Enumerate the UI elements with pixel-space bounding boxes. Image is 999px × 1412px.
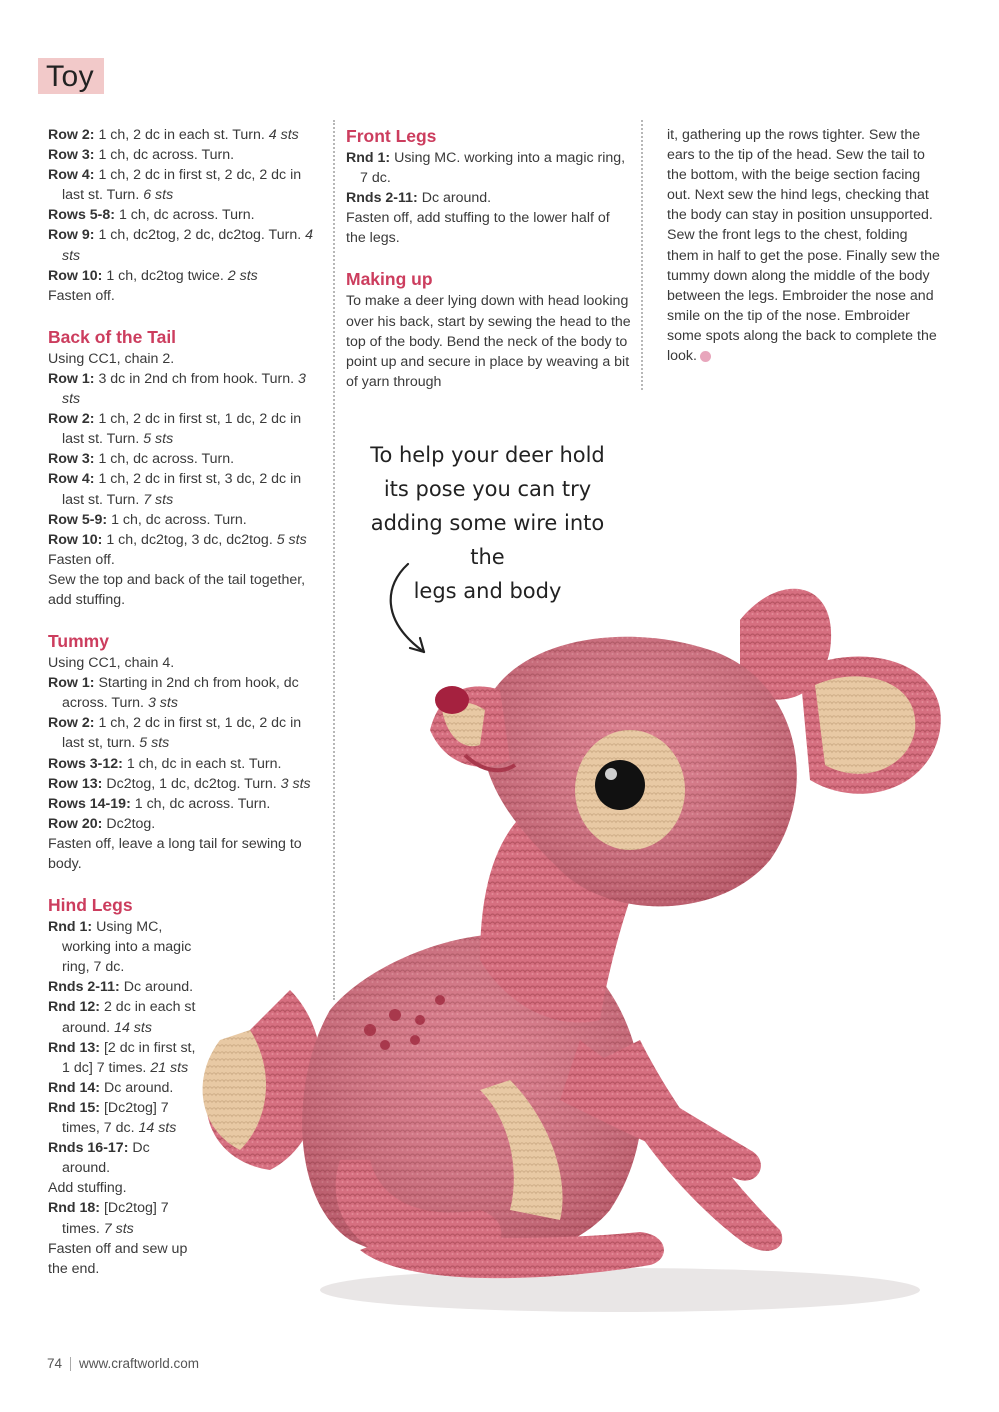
row-instruction: 1 ch, 2 dc in each st. Turn. (94, 127, 269, 143)
pattern-row (48, 510, 323, 530)
hind-end: Fasten off and sew up the end. (48, 1240, 188, 1277)
pattern-row (48, 917, 198, 977)
row-instruction: 2 dc in each st around. (62, 999, 196, 1036)
row-label: Rnd 1: (346, 150, 391, 166)
row-label: Rnd 18: (48, 1200, 101, 1217)
row-instruction: [Dc2tog] 7 times. (62, 1200, 169, 1237)
row-label: Rnd 1: (48, 919, 93, 936)
row-label: Rnds 2-11: (346, 190, 418, 207)
row-label: Row 20: (48, 815, 103, 832)
pattern-row (48, 449, 323, 469)
pattern-row (48, 469, 323, 509)
callout-line: legs and body (413, 579, 562, 603)
hind-rows-2 (48, 1198, 198, 1238)
row-instruction: 1 ch, dc across. Turn. (107, 511, 247, 528)
pattern-row (346, 188, 631, 208)
row-instruction: 1 ch, dc across. Turn. (115, 207, 255, 224)
row-instruction: Dc2tog, 1 dc, dc2tog. Turn. (102, 775, 281, 792)
footer-divider (70, 1357, 71, 1371)
footer-website: www.craftworld.com (79, 1356, 200, 1371)
stitch-count: 7 sts (143, 491, 174, 508)
pattern-row (48, 977, 198, 997)
pattern-row (48, 997, 198, 1037)
pattern-row (48, 205, 323, 225)
front-rows (346, 148, 631, 208)
making-up-heading: Making up (346, 269, 433, 290)
stitch-count: 21 sts (150, 1059, 189, 1076)
column-3 (667, 125, 942, 366)
row-instruction: Using MC. working into a magic ring, 7 dc. (360, 150, 626, 187)
tail-end-2: Sew the top and back of the tail together, add stuffing. (48, 571, 306, 608)
row-instruction: 1 ch, dc2tog twice. (102, 267, 228, 284)
stitch-count: 4 sts (62, 227, 313, 264)
pattern-row (48, 530, 323, 550)
row-label: Row 2: (48, 715, 95, 732)
hind-rows (48, 917, 198, 1178)
stitch-count: 5 sts (139, 735, 170, 752)
tail-using: Using CC1, chain 2. (48, 350, 175, 367)
row-instruction: [2 dc in first st, 1 dc] 7 times. (62, 1039, 196, 1076)
row-instruction: Dc around. (100, 1079, 174, 1096)
row-label: Rnd 13: (48, 1039, 101, 1056)
column-divider-2 (641, 120, 643, 390)
row-label: Row 9: (48, 227, 95, 244)
hind-add: Add stuffing. (48, 1180, 127, 1197)
row-instruction: 3 dc in 2nd ch from hook. Turn. (94, 370, 298, 387)
stitch-count: 5 sts (143, 431, 174, 448)
pattern-row (48, 369, 323, 409)
stitch-count: 3 sts (62, 370, 306, 408)
intro-end: Fasten off. (48, 287, 115, 304)
pattern-row (48, 1138, 198, 1178)
row-label: Row 3: (48, 147, 95, 164)
pattern-row (48, 125, 323, 145)
pattern-row (346, 148, 631, 188)
row-label: Row 2: (48, 411, 95, 428)
pattern-row (48, 1078, 198, 1098)
row-instruction: 1 ch, dc2tog, 3 dc, dc2tog. (102, 531, 277, 548)
tail-heading: Back of the Tail (48, 326, 177, 347)
row-label: Rows 3-12: (48, 755, 123, 772)
row-label: Rnd 12: (48, 999, 101, 1016)
page-number: 74 (47, 1356, 63, 1371)
row-label: Rows 14-19: (48, 795, 131, 812)
row-label: Rows 5-8: (48, 207, 116, 224)
pattern-row (48, 1038, 198, 1078)
pattern-row (48, 266, 323, 286)
stitch-count: 3 sts (147, 695, 178, 712)
pattern-row (48, 409, 323, 449)
row-instruction: Dc around. (62, 1140, 150, 1177)
row-label: Rnd 14: (48, 1079, 101, 1096)
tail-end-1: Fasten off. (48, 551, 115, 568)
making-up-continued: it, gathering up the rows tighter. Sew the ears to the tip of the head. Sew the tail to the bottom, with the beige section facing out. Next sew the hind legs, checking that the body can stay in position unsupported. Sew the front legs to the chest, folding them in half to get the pose. Finally sew the tummy down along the middle of the body between the legs. Embroider the nose and smile on the tip of the nose. Embroider some spots along the back to complete the look. (667, 127, 940, 365)
row-label: Row 10: (48, 531, 103, 548)
tummy-using: Using CC1, chain 4. (48, 655, 175, 672)
crochet-deer-photo (180, 560, 980, 1360)
row-instruction: Dc2tog. (102, 815, 156, 832)
row-label: Row 10: (48, 267, 103, 284)
row-label: Rnd 15: (48, 1099, 101, 1116)
hind-legs-heading: Hind Legs (48, 895, 133, 916)
row-instruction: [Dc2tog] 7 times, 7 dc. (62, 1099, 169, 1137)
front-end: Fasten off, add stuffing to the lower half of the legs. (346, 210, 610, 247)
row-label: Row 5-9: (48, 511, 108, 528)
intro-rows (48, 125, 323, 286)
row-instruction: Dc around. (417, 190, 492, 207)
front-legs-heading: Front Legs (346, 126, 437, 146)
callout-line: To help your deer hold (370, 443, 605, 467)
callout-line: its pose you can try (383, 477, 592, 501)
row-label: Row 1: (48, 675, 95, 692)
row-label: Row 3: (48, 451, 95, 468)
making-up-text: To make a deer lying down with head looking over his back, start by sewing the head to the top of the body. Bend the neck of the body to point up and secure in place by weaving a bit of yarn through (346, 293, 631, 390)
row-instruction: Starting in 2nd ch from hook, dc across. Turn. (62, 675, 299, 712)
stitch-count: 5 sts (276, 531, 307, 548)
row-label: Row 13: (48, 775, 103, 792)
row-label: Row 1: (48, 370, 95, 387)
row-instruction: 1 ch, dc across. Turn. (130, 795, 271, 812)
row-label: Rnds 2-11: (48, 979, 120, 996)
row-instruction: Using MC, working into a magic ring, 7 dc. (62, 919, 192, 976)
stitch-count: 14 sts (114, 1019, 152, 1036)
row-instruction: 1 ch, 2 dc in first st, 1 dc, 2 dc in last st, turn. (62, 715, 302, 752)
row-label: Rnds 16-17: (48, 1140, 129, 1157)
stitch-count: 14 sts (138, 1120, 177, 1137)
pattern-row (48, 225, 323, 265)
pattern-row (48, 1098, 198, 1138)
tail-rows (48, 369, 323, 550)
row-instruction: 1 ch, 2 dc in first st, 2 dc, 2 dc in last st. Turn. (62, 167, 302, 204)
stitch-count: 2 sts (227, 267, 258, 284)
row-instruction: 1 ch, dc across. Turn. (94, 451, 235, 468)
callout-line: adding some wire into the (370, 511, 605, 569)
row-instruction: Dc around. (119, 979, 194, 996)
column-2 (346, 125, 631, 392)
row-label: Row 2: (48, 127, 95, 143)
pattern-row (48, 1198, 198, 1238)
pattern-row (48, 165, 323, 205)
stitch-count: 4 sts (268, 127, 299, 143)
row-instruction: 1 ch, dc in each st. Turn. (122, 755, 282, 772)
tummy-heading: Tummy (48, 631, 109, 652)
stitch-count: 6 sts (143, 187, 174, 204)
row-instruction: 1 ch, 2 dc in first st, 1 dc, 2 dc in last st. Turn. (62, 411, 302, 448)
end-bullet-icon (700, 351, 711, 362)
stitch-count: 3 sts (280, 775, 311, 792)
tummy-end: Fasten off, leave a long tail for sewing to body. (48, 835, 302, 872)
row-label: Row 4: (48, 167, 95, 184)
row-instruction: 1 ch, 2 dc in first st, 3 dc, 2 dc in last st. Turn. (62, 471, 302, 508)
row-instruction: 1 ch, dc across. Turn. (94, 147, 235, 164)
stitch-count: 7 sts (103, 1220, 134, 1237)
pattern-row (48, 145, 323, 165)
row-instruction: 1 ch, dc2tog, 2 dc, dc2tog. Turn. (94, 227, 306, 244)
section-tag: Toy (38, 58, 104, 94)
row-label: Row 4: (48, 471, 95, 488)
page-footer (47, 1356, 199, 1371)
